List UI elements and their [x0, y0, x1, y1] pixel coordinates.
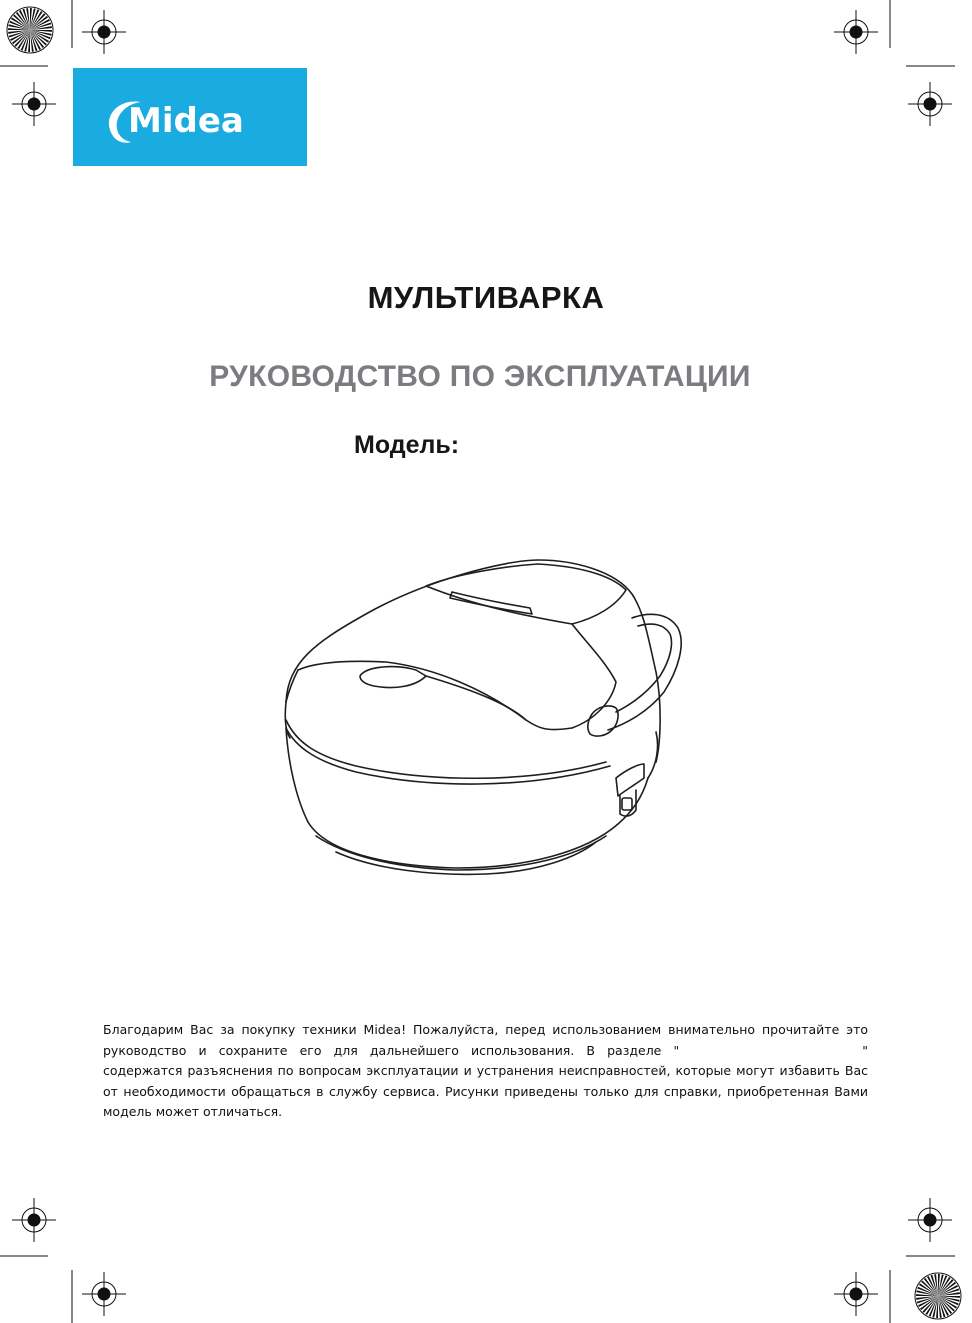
- crop-marks-top: [0, 0, 972, 70]
- intro-paragraph: [103, 1020, 872, 1123]
- midea-logo: [73, 68, 307, 166]
- intro-text-part2: " содержатся разъяснения по вопросам эксплуатации и устранения неисправностей, которые могут избавить Вас от необходимости обращаться в службу сервиса. Рисунки приведены только для справки, приобретенная Вами модель может отличаться.: [103, 1042, 872, 1119]
- crosshair-registration-icon: [906, 80, 954, 128]
- document-title: МУЛЬТИВАРКА: [367, 280, 605, 315]
- svg-text:Midea: Midea: [128, 101, 244, 141]
- multicooker-illustration: [276, 552, 696, 882]
- crosshair-registration-icon: [10, 1196, 58, 1244]
- crosshair-registration-icon: [906, 1196, 954, 1244]
- intro-text-part1: Благодарим Вас за покупку техники Midea! Пожалуйста, перед использованием внимательно прочитайте это руководство и сохраните его для дальнейшего использования. В разделе ": [103, 1022, 872, 1058]
- crosshair-registration-icon: [10, 80, 58, 128]
- model-label: Модель:: [354, 431, 460, 459]
- document-subtitle: РУКОВОДСТВО ПО ЭКСПЛУАТАЦИИ: [209, 360, 751, 393]
- crop-marks-bottom: [0, 1250, 972, 1323]
